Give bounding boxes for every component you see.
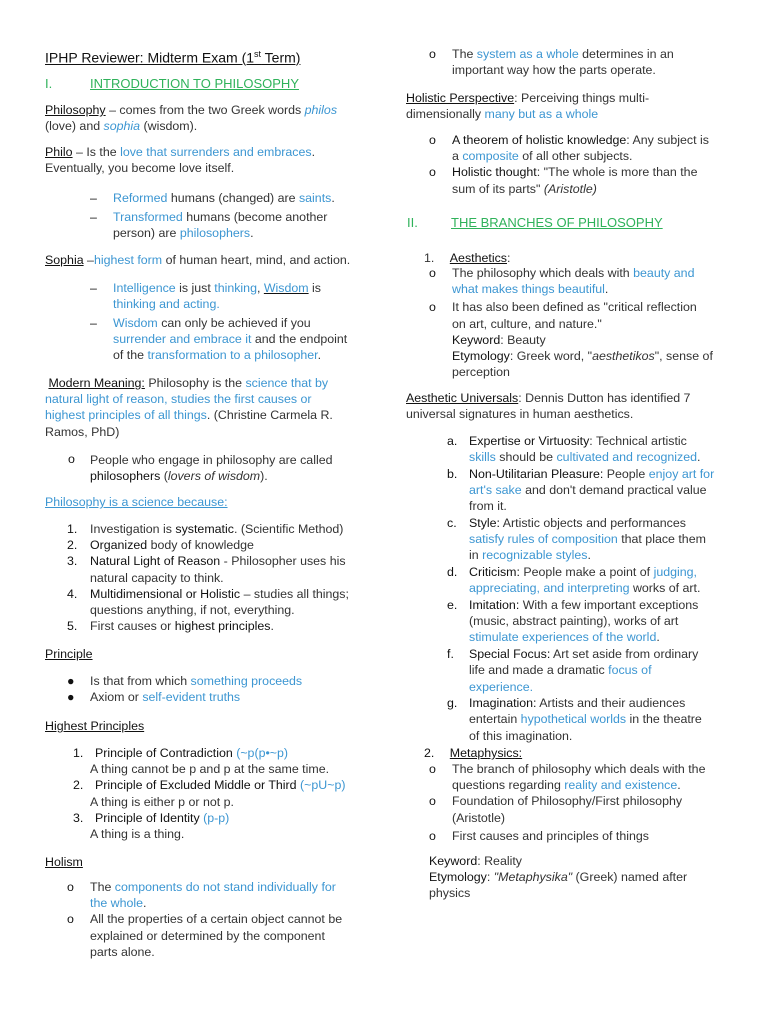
universal-item (447, 597, 747, 646)
principle-list (67, 673, 367, 705)
item-letter: f. (447, 647, 454, 662)
list-item: o The branch of philosophy which deals with the questions regarding reality and existence. (429, 762, 706, 793)
philo-bullet-list-2: – Transformed humans (become another person) are philosophers. (90, 210, 328, 241)
universal-item (447, 433, 747, 465)
circle-bullet: o (429, 133, 436, 147)
universal-item (447, 466, 747, 515)
circle-bullet: o (429, 762, 436, 776)
dot-bullet: ● (67, 690, 75, 705)
item-text: Style: (469, 516, 500, 531)
universal-item (447, 564, 747, 596)
list-item: 1. Investigation is systematic. (Scientific Method) (67, 522, 344, 536)
universal-item (447, 515, 747, 564)
item-text: art's sake (469, 483, 522, 498)
list-item: ● Axiom or self-evident truths (67, 690, 241, 705)
universal-item (447, 646, 747, 695)
sophia-bullet-2: – Wisdom can only be achieved if you surrender and embrace it and the endpoint of the transformation to a philosopher. (90, 316, 348, 363)
list-item: o A theorem of holistic knowledge: Any subject is a composite of all other subjects. (429, 133, 709, 164)
item-text: Imitation: (469, 598, 520, 613)
aesthetics-heading: 1. Aesthetics: (424, 251, 511, 265)
item-text: Expertise or Virtuosity (469, 434, 590, 448)
science-list (67, 521, 377, 634)
list-item: o Foundation of Philosophy/First philosophy (Aristotle) (429, 794, 683, 825)
item-letter: a. (447, 434, 458, 448)
highest-principles-heading: Highest Principles (45, 719, 145, 733)
list-item: o The philosophy which deals with beauty and what makes things beautiful. (429, 266, 695, 297)
dot-bullet: ● (67, 674, 75, 688)
list-item: o All the properties of a certain object cannot be explained or determined by the component parts alone. (67, 912, 343, 959)
section-heading-branches: II. THE BRANCHES OF PHILOSOPHY (407, 215, 663, 230)
item-text: life and made a dramatic (469, 663, 609, 678)
highest-principles-list (73, 745, 383, 842)
item-text: . (656, 630, 660, 645)
list-item: ● Is that from which something proceeds (67, 674, 303, 688)
item-text: enjoy art for (648, 466, 715, 481)
item-text: that place them (617, 532, 706, 547)
item-text: cultivated and recognized (556, 450, 698, 465)
item-text: (music, abstract painting), works of art (469, 614, 679, 629)
aesthetic-universals: Aesthetic Universals: Dennis Dutton has identified 7 universal signatures in human aesthetics. (406, 391, 691, 422)
universals-list (447, 433, 747, 744)
item-text: Artistic objects and performances (500, 516, 686, 531)
item-text: experience. (469, 679, 534, 694)
item-text: focus of (608, 663, 652, 678)
universal-item (447, 695, 747, 744)
item-text: appreciating, and interpreting (469, 581, 630, 596)
dash-bullet: – (90, 210, 97, 224)
metaphysics-heading: 2. Metaphysics: (424, 746, 523, 760)
list-item: o The components do not stand individually for the whole. (67, 880, 336, 911)
science-heading: Philosophy is a science because: (45, 495, 228, 509)
item-text: recognizable styles (482, 548, 588, 563)
list-item: 4. Multidimensional or Holistic – studies all things; questions anything, if not, everything. (67, 586, 349, 618)
item-text: from it. (469, 499, 507, 514)
philo-definition: Philo – Is the love that surrenders and embraces. Eventually, you become love itself. (45, 145, 316, 176)
page-title: IPHP Reviewer: Midterm Exam (1st Term) (45, 49, 301, 66)
item-text: judging, (653, 565, 697, 580)
sophia-definition: Sophia –highest form of human heart, mind, and action. (45, 253, 351, 267)
circle-bullet: o (429, 47, 436, 61)
holism-heading: Holism (45, 855, 83, 869)
item-text: Criticism: (469, 565, 520, 580)
list-item: o The system as a whole determines in an important way how the parts operate. (429, 47, 674, 78)
dash-bullet: – (90, 191, 97, 205)
item-text: . (697, 450, 701, 465)
circle-bullet: o (67, 880, 74, 894)
dash-bullet: – (90, 316, 97, 330)
item-text: . (587, 548, 591, 563)
list-item: 3. Natural Light of Reason - Philosopher uses his natural capacity to think. (67, 554, 346, 585)
item-letter: e. (447, 598, 458, 613)
modern-sub-bullet: o People who engage in philosophy are called philosophers (lovers of wisdom). (68, 452, 333, 484)
philo-bullet-list: – Reformed humans (changed) are saints. (90, 191, 335, 205)
circle-bullet: o (68, 452, 75, 466)
item-text: entertain (469, 712, 521, 727)
item-text: satisfy rules of composition (469, 532, 618, 547)
item-text: in the theatre (626, 712, 702, 727)
list-item: 1. Principle of Contradiction (~p(p•~p) A thing cannot be p and p at the same time. (73, 746, 330, 777)
item-letter: g. (447, 696, 458, 711)
section-heading-intro: I. INTRODUCTION TO PHILOSOPHY (45, 76, 299, 91)
principle-heading: Principle (45, 647, 93, 661)
holism-bullet-3 (429, 46, 739, 78)
item-letter: b. (447, 466, 458, 481)
item-letter: c. (447, 516, 457, 531)
holistic-perspective: Holistic Perspective: Perceiving things multi- dimensionally many but as a whole (406, 91, 650, 122)
list-item: o It has also been defined as "critical reflection on art, culture, and nature." Keyword: Beauty Etymology: Greek word, "aesthetikos", sense of perception (429, 300, 713, 380)
item-letter: d. (447, 565, 458, 580)
holistic-list (429, 132, 739, 197)
modern-meaning: Modern Meaning: Philosophy is the science that by natural light of reason, studies the first causes or highest principles of all things. (Christine Carmela R. Ramos, PhD) (45, 376, 333, 439)
holism-list (67, 879, 377, 960)
item-text: in (469, 548, 483, 563)
item-text: Imagination: (469, 696, 537, 711)
list-item: 2. Organized body of knowledge (67, 538, 254, 553)
circle-bullet: o (67, 912, 74, 927)
item-text: stimulate experiences of the world (469, 630, 657, 645)
list-item: o First causes and principles of things (429, 828, 649, 843)
circle-bullet: o (429, 828, 436, 843)
item-text: : Technical artistic (589, 434, 687, 448)
item-text: Non-Utilitarian Pleasure: (469, 466, 604, 481)
sophia-bullet-1: – Intelligence is just thinking, Wisdom is thinking and acting. (90, 281, 322, 312)
item-text: Special Focus: (469, 647, 551, 662)
circle-bullet: o (429, 300, 436, 315)
list-item: 5. First causes or highest principles. (67, 619, 274, 634)
item-text: should be (495, 450, 557, 465)
metaphysics-keyword: Keyword: Reality Etymology: "Metaphysika" (Greek) named after physics (429, 854, 688, 901)
circle-bullet: o (429, 794, 436, 809)
list-item: 2. Principle of Excluded Middle or Third (~pU~p) A thing is either p or not p. (73, 778, 346, 809)
dash-bullet: – (90, 281, 97, 295)
item-text: Artists and their audiences (536, 696, 686, 711)
item-text: and don't demand practical value (521, 483, 707, 498)
circle-bullet: o (429, 165, 436, 180)
item-text: People make a point of (519, 565, 654, 580)
item-text: hypothetical worlds (520, 712, 627, 727)
item-text: works of art. (629, 581, 701, 596)
metaphysics-list (429, 761, 749, 844)
philosophy-definition: Philosophy – comes from the two Greek words philos (love) and sophia (wisdom). (45, 103, 338, 134)
aesthetics-list (429, 265, 739, 380)
item-text: With a few important exceptions (519, 598, 699, 613)
item-text: Art set aside from ordinary (550, 647, 699, 662)
list-item: o Holistic thought: "The whole is more than the sum of its parts" (Aristotle) (429, 165, 698, 196)
circle-bullet: o (429, 266, 436, 280)
item-text: of this imagination. (469, 728, 573, 743)
item-text: skills (469, 450, 496, 465)
item-text: People (603, 466, 649, 481)
list-item: 3. Principle of Identity (p-p) A thing is a thing. (73, 810, 230, 842)
